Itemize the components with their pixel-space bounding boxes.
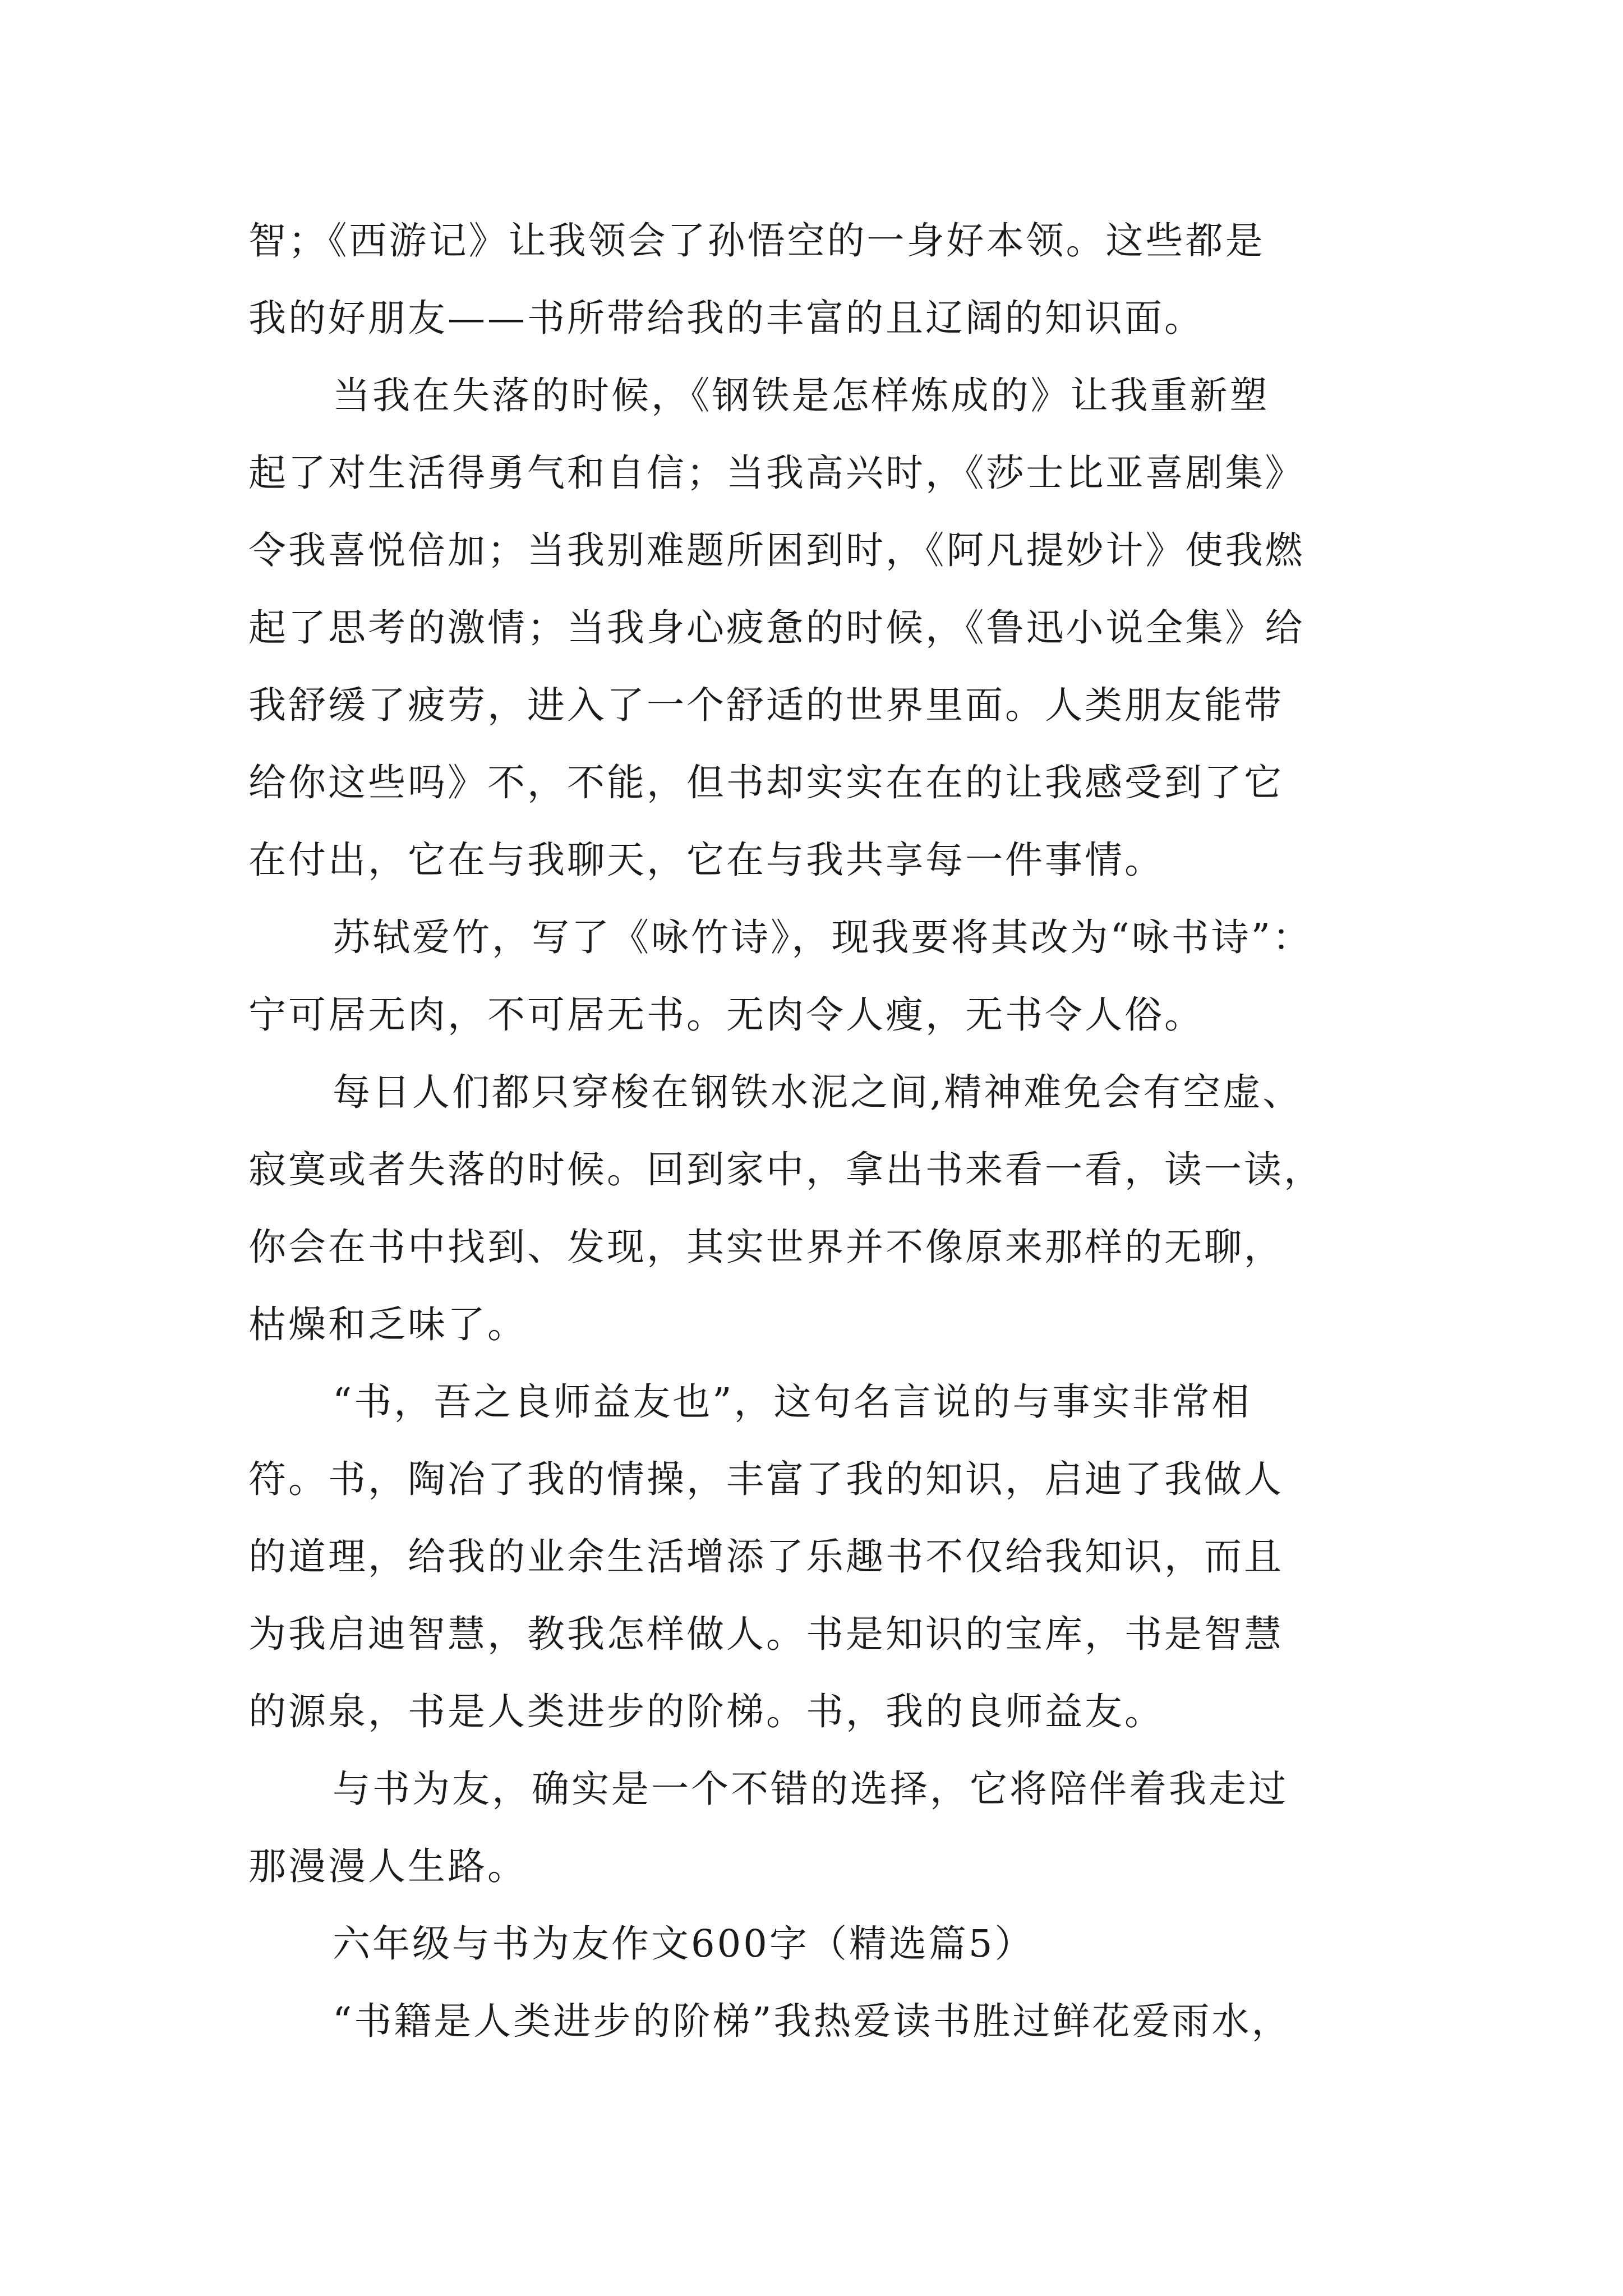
- text-line: 你会在书中找到、发现，其实世界并不像原来那样的无聊，: [248, 1225, 1284, 1269]
- paragraph-start-line: 当我在失落的时候，《钢铁是怎样炼成的》让我重新塑: [333, 374, 1270, 417]
- text-line: 为我启迪智慧，教我怎样做人。书是知识的宝库，书是智慧: [248, 1612, 1284, 1656]
- text-line: 符。书，陶冶了我的情操，丰富了我的知识，启迪了我做人: [248, 1457, 1284, 1501]
- text-line: 宁可居无肉，不可居无书。无肉令人瘦，无书令人俗。: [248, 993, 1204, 1037]
- paragraph-start-line: “书，吾之良师益友也”，这句名言说的与事实非常相: [333, 1380, 1252, 1424]
- text-line: 的源泉，书是人类进步的阶梯。书，我的良师益友。: [248, 1690, 1164, 1733]
- text-line: 我舒缓了疲劳，进入了一个舒适的世界里面。人类朋友能带: [248, 683, 1284, 727]
- text-line: 起了对生活得勇气和自信；当我高兴时，《莎士比亚喜剧集》: [248, 451, 1305, 495]
- text-line: 那漫漫人生路。: [248, 1844, 527, 1888]
- text-line: 在付出，它在与我聊天，它在与我共享每一件事情。: [248, 838, 1164, 882]
- text-line: 我的好朋友——书所带给我的丰富的且辽阔的知识面。: [248, 296, 1204, 340]
- text-line: 枯燥和乏味了。: [248, 1303, 527, 1346]
- paragraph-start-line: 与书为友，确实是一个不错的选择，它将陪伴着我走过: [333, 1767, 1288, 1811]
- section-heading: 六年级与书为友作文600字（精选篇5）: [333, 1922, 1035, 1966]
- paragraph-start-line: 每日人们都只穿梭在钢铁水泥之间,精神难免会有空虚、: [333, 1070, 1303, 1114]
- text-line: 令我喜悦倍加；当我别难题所困到时，《阿凡提妙计》使我燃: [248, 528, 1305, 572]
- text-line: 给你这些吗》不，不能，但书却实实在在的让我感受到了它: [248, 761, 1284, 804]
- paragraph-start-line: 苏轼爱竹，写了《咏竹诗》，现我要将其改为“咏书诗”：: [333, 915, 1313, 959]
- text-line: 寂寞或者失落的时候。回到家中，拿出书来看一看，读一读，: [248, 1148, 1324, 1191]
- paragraph-start-line: “书籍是人类进步的阶梯”我热爱读书胜过鲜花爱雨水，: [333, 1999, 1292, 2043]
- text-line: 起了思考的激情；当我身心疲惫的时候，《鲁迅小说全集》给: [248, 606, 1305, 650]
- text-line: 智；《西游记》让我领会了孙悟空的一身好本领。这些都是: [248, 219, 1265, 263]
- document-body: [248, 202, 1376, 2060]
- text-line: 的道理，给我的业余生活增添了乐趣书不仅给我知识，而且: [248, 1535, 1284, 1579]
